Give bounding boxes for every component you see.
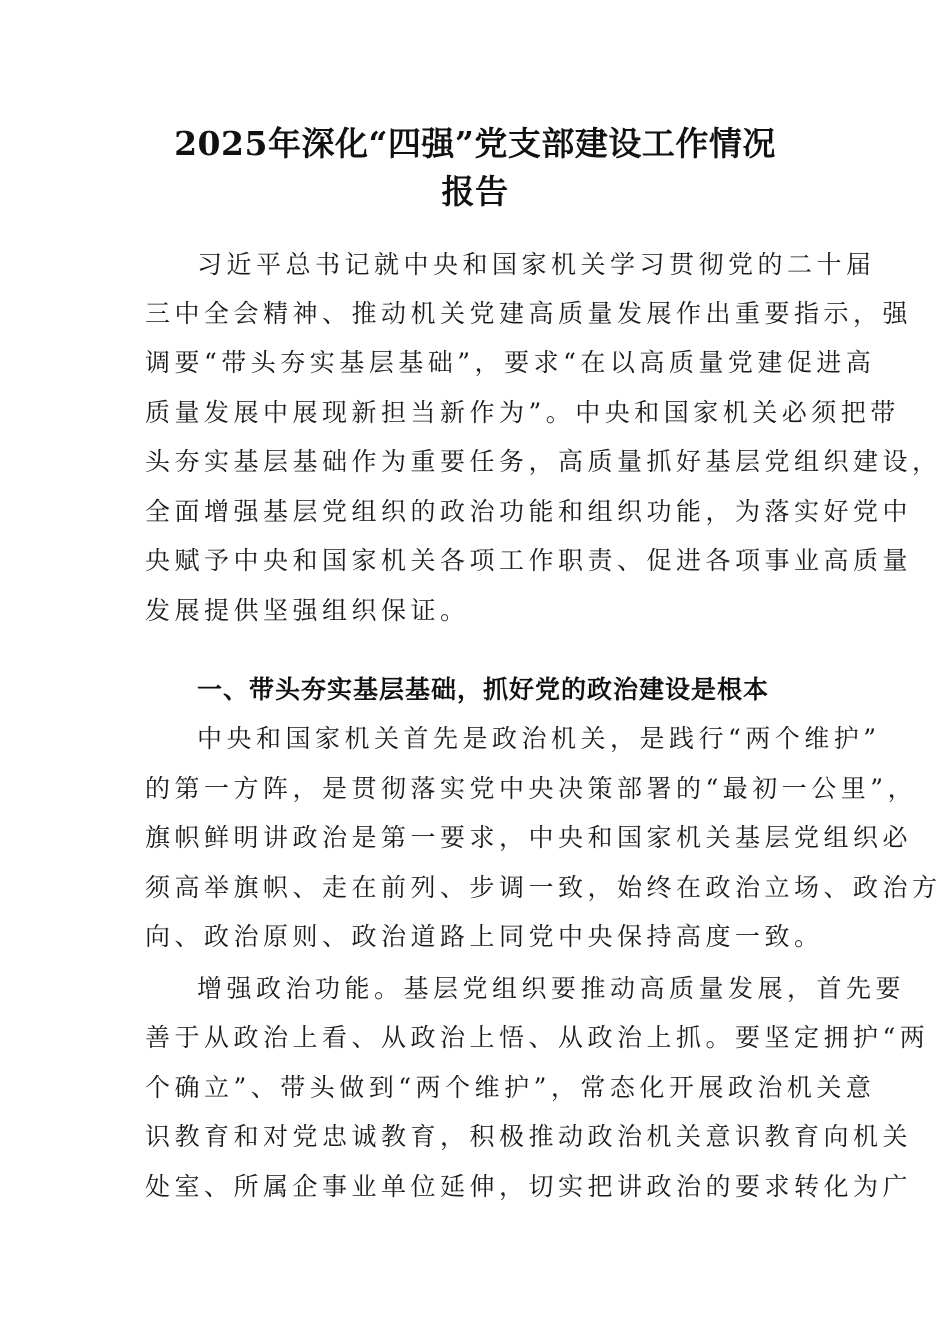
paragraph-3-line-2: 善于从政治上看、从政治上悟、从政治上抓。要坚定拥护“两 [145,1023,930,1052]
paragraph-2-line-2: 的第一方阵，是贯彻落实党中央决策部署的“最初一公里”， [145,774,918,803]
paragraph-1-line-6: 全面增强基层党组织的政治功能和组织功能，为落实好党中 [145,497,913,526]
paragraph-2-line-4: 须高举旗帜、走在前列、步调一致，始终在政治立场、政治方 [145,873,942,902]
paragraph-2-line-5: 向、政治原则、政治道路上同党中央保持高度一致。 [145,922,824,951]
document-title-line-1: 2025年深化“四强”党支部建设工作情况 [174,124,776,163]
paragraph-3-line-1: 增强政治功能。基层党组织要推动高质量发展，首先要 [197,974,906,1003]
paragraph-3-line-5: 处室、所属企事业单位延伸，切实把讲政治的要求转化为广 [145,1172,913,1201]
paragraph-2-line-3: 旗帜鲜明讲政治是第一要求，中央和国家机关基层党组织必 [145,823,913,852]
paragraph-1-line-4: 质量发展中展现新担当新作为”。中央和国家机关必须把带 [145,398,900,427]
paragraph-1-line-3: 调要“带头夯实基层基础”，要求“在以高质量党建促进高 [145,348,876,377]
paragraph-1-line-7: 央赋予中央和国家机关各项工作职责、促进各项事业高质量 [145,546,913,575]
paragraph-3-line-4: 识教育和对党忠诚教育，积极推动政治机关意识教育向机关 [145,1122,913,1151]
document-title-line-2: 报告 [441,172,509,211]
paragraph-1-line-8: 发展提供坚强组织保证。 [145,596,470,625]
paragraph-1-line-2: 三中全会精神、推动机关党建高质量发展作出重要指示，强 [145,299,913,328]
paragraph-1-line-5: 头夯实基层基础作为重要任务，高质量抓好基层党组织建设， [145,447,942,476]
paragraph-3-line-3: 个确立”、带头做到“两个维护”，常态化开展政治机关意 [145,1073,876,1102]
section-heading-1: 一、带头夯实基层基础，抓好党的政治建设是根本 [197,675,770,704]
paragraph-2-line-1: 中央和国家机关首先是政治机关，是践行“两个维护” [197,724,881,753]
paragraph-1-line-1: 习近平总书记就中央和国家机关学习贯彻党的二十届 [197,250,876,279]
